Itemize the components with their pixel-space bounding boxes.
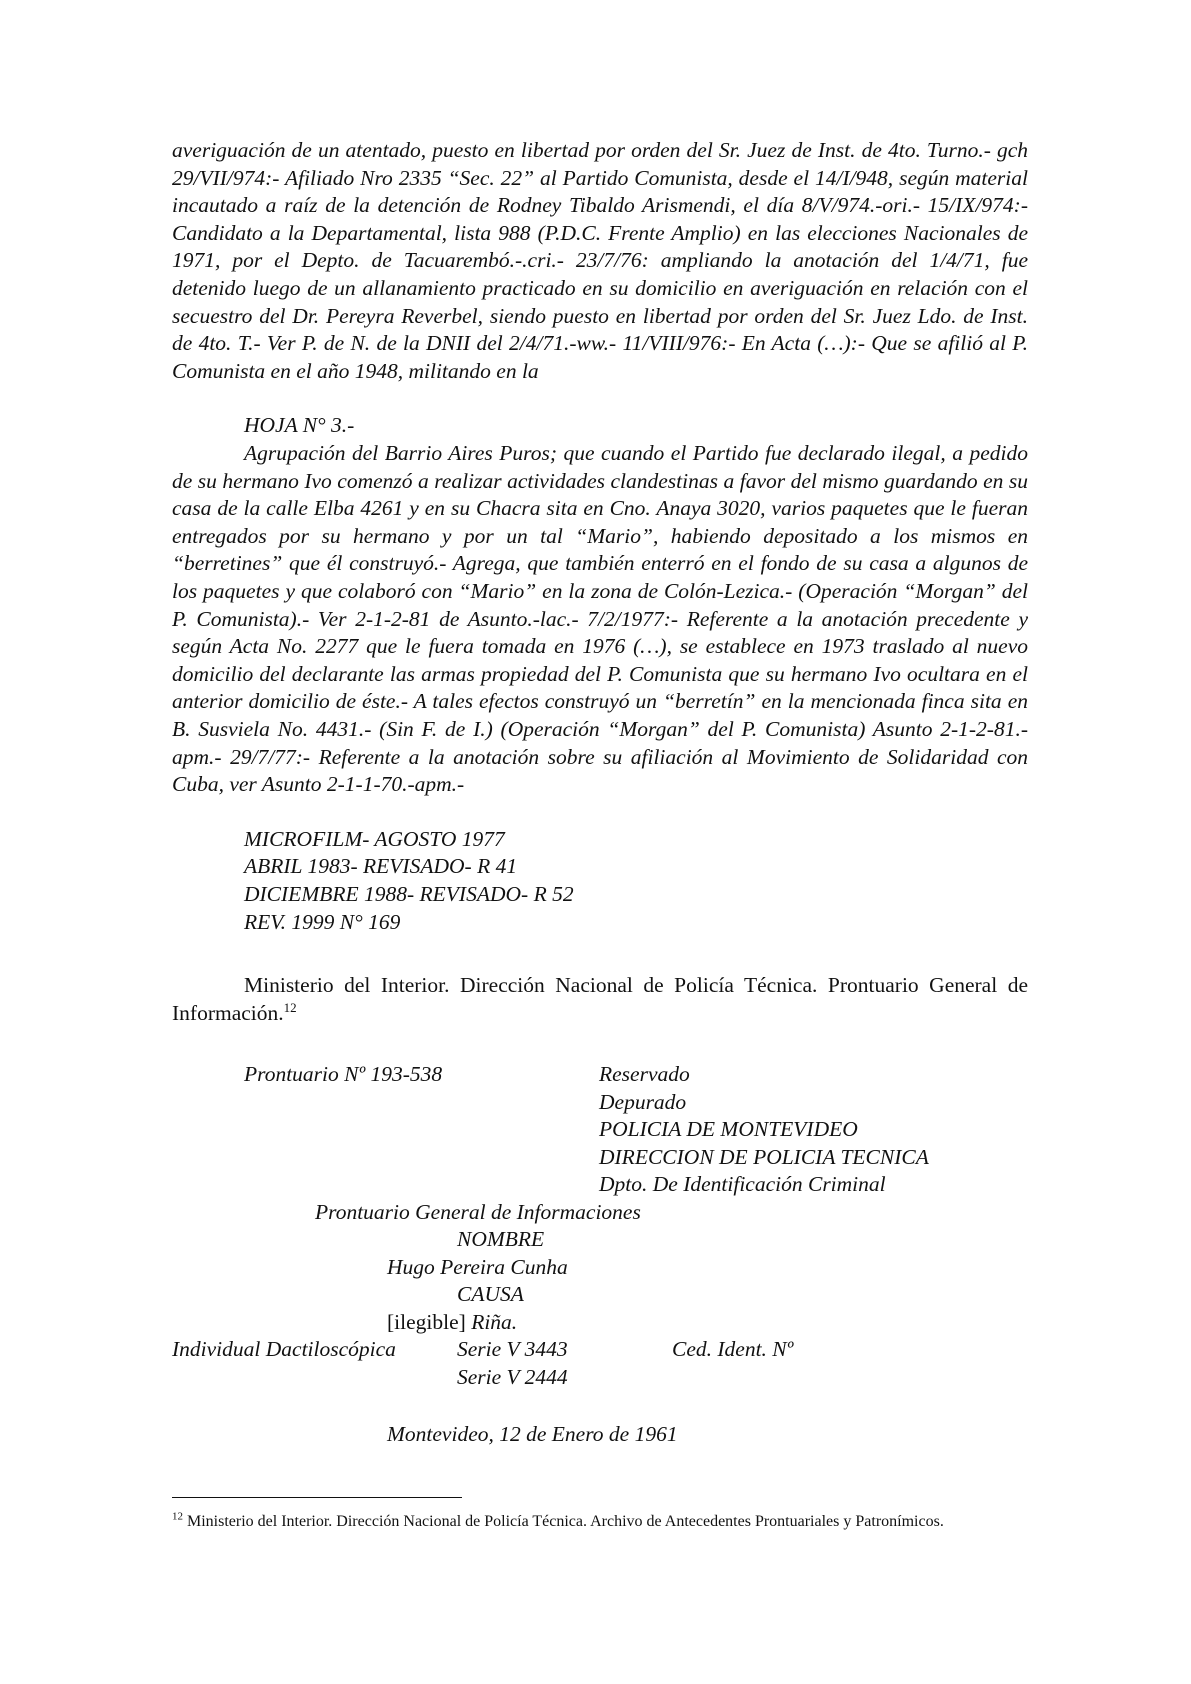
sheet-label: HOJA N° 3.- (244, 413, 355, 437)
place-date: Montevideo, 12 de Enero de 1961 (387, 1422, 678, 1446)
footnote-reference: 12 (283, 999, 297, 1015)
dactyloscopic-label: Individual Dactiloscópica (172, 1337, 396, 1361)
review-note: MICROFILM- AGOSTO 1977 (244, 827, 505, 851)
footnote (172, 1510, 1028, 1533)
record-header-line: Reservado (599, 1062, 690, 1086)
record-header-line: Dpto. De Identificación Criminal (599, 1172, 886, 1196)
cause-label: CAUSA (457, 1282, 524, 1306)
footnote-text: Ministerio del Interior. Dirección Nacional de Policía Técnica. Archivo de Antecedentes Prontuariales y Patronímicos. (187, 1513, 944, 1530)
footnote-number: 12 (172, 1510, 183, 1523)
review-note: ABRIL 1983- REVISADO- R 41 (244, 854, 518, 878)
prontuario-number: Prontuario Nº 193-538 (244, 1062, 443, 1086)
source-intro (172, 972, 1028, 1027)
review-note: REV. 1999 N° 169 (244, 910, 401, 934)
review-note: DICIEMBRE 1988- REVISADO- R 52 (244, 882, 574, 906)
name-label: NOMBRE (457, 1227, 545, 1251)
id-label: Ced. Ident. Nº (672, 1337, 794, 1361)
series-value: Serie V 2444 (457, 1365, 568, 1389)
record-header-line: DIRECCION DE POLICIA TECNICA (599, 1145, 929, 1169)
footnote-divider (172, 1497, 462, 1498)
record-subtitle: Prontuario General de Informaciones (315, 1200, 641, 1224)
continued-entry-paragraph: averiguación de un atentado, puesto en libertad por orden del Sr. Juez de Inst. de 4to. Turno.- gch 29/VII/974:- Afiliado Nro 2335 “Sec. 22” al Partido Comunista, desde el 14/I/948, según material incautado a raíz de la detención de Rodney Tibaldo Arismendi, el día 8/V/974.-ori.- 15/IX/974:- Candidato a la Departamental, lista 988 (P.D.C. Frente Amplio) en las elecciones Nacionales de 1971, por el Depto. de Tacuarembó.-.cri.- 23/7/76: ampliando la anotación del 1/4/71, fue detenido luego de un allanamiento practicado en su domicilio en averiguación en relación con el secuestro del Dr. Pereyra Reverbel, siendo puesto en libertad por orden del Sr. Juez Ldo. de Inst. de 4to. T.- Ver P. de N. de la DNII del 2/4/71.-ww.- 11/VIII/976:- En Acta (…):- Que se afilió al P. Comunista en el año 1948, militando en la (172, 138, 1028, 383)
cause-illegible: [ilegible] (387, 1310, 466, 1334)
name-value: Hugo Pereira Cunha (387, 1255, 568, 1279)
cause-value: Riña. (471, 1310, 518, 1334)
record-header-line: Depurado (599, 1090, 687, 1114)
series-value: Serie V 3443 (457, 1337, 568, 1361)
cause-line (387, 1309, 517, 1337)
record-header-line: POLICIA DE MONTEVIDEO (599, 1117, 858, 1141)
continued-entry-paragraph-2: Agrupación del Barrio Aires Puros; que cuando el Partido fue declarado ilegal, a pedido de su hermano Ivo comenzó a realizar actividades clandestinas a favor del mismo guardando en su casa de la calle Elba 4261 y en su Chacra sita en Cno. Anaya 3020, varios paquetes que le fueran entregados por su hermano y por un tal “Mario”, habiendo depositado a los mismos en “berretines” que él construyó.- Agrega, que también enterró en el fondo de su casa a algunos de los paquetes y que colaboró con “Mario” en la zona de Colón-Lezica.- (Operación “Morgan” del P. Comunista).- Ver 2-1-2-81 de Asunto.-lac.- 7/2/1977:- Referente a la anotación precedente y según Acta No. 2277 que le fuera tomada en 1976 (…), se establece en 1973 traslado al nuevo domicilio del declarante las armas propiedad del P. Comunista que su hermano Ivo ocultara en el anterior domicilio de éste.- A tales efectos construyó un “berretín” en la mencionada finca sita en B. Susviela No. 4431.- (Sin F. de I.) (Operación “Morgan” del P. Comunista) Asunto 2-1-2-81.-apm.- 29/7/77:- Referente a la anotación sobre su afiliación al Movimiento de Solidaridad con Cuba, ver Asunto 2-1-1-70.-apm.- (172, 441, 1028, 797)
source-intro-text: Ministerio del Interior. Dirección Nacional de Policía Técnica. Prontuario General de Información. (172, 973, 1028, 1025)
